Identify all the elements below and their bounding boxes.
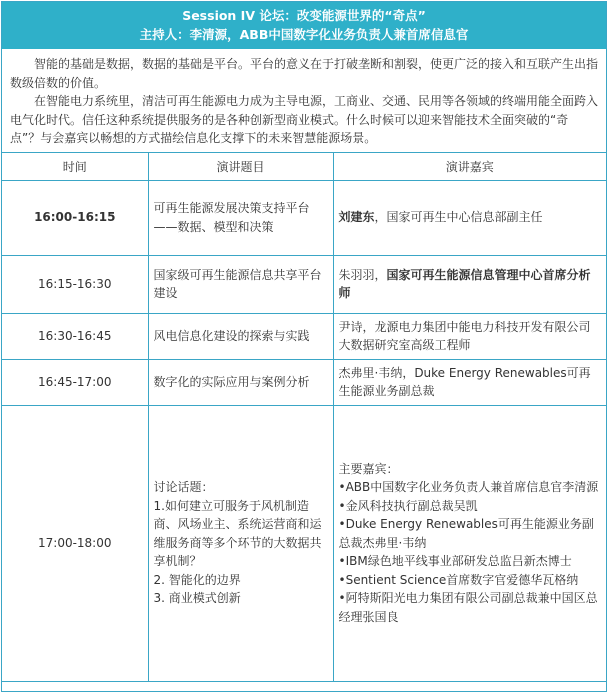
table-header-row [2, 152, 606, 180]
row-title: 数字化的实际应用与案例分析 [148, 359, 333, 405]
row-time: 16:45-17:00 [2, 359, 148, 405]
row-time: 16:30-16:45 [2, 313, 148, 359]
speaker-name: 刘建东 [338, 210, 375, 225]
row-time: 16:00-16:15 [2, 180, 148, 255]
table-row [2, 359, 606, 405]
guest-item: •Duke Energy Renewables可再生能源业务副总裁杰弗里·韦纳 [338, 517, 594, 550]
speaker-name: 朱羽羽， [338, 267, 387, 282]
intro-paragraph-2: 在智能电力系统里，清洁可再生能源电力成为主导电源，工商业、交通、民用等各领域的终端用能全面跨入电气化时代。信任这种系统提供服务的是各种创新型商业模式。什么时候可以迎来智能技术全面突破的“奇点”？与会嘉宾以畅想的方式描绘信息化支撑下的未来智慧能源场景。 [10, 94, 599, 145]
topic-item: 1.如何建立可服务于风机制造商、风场业主、系统运营商和运维服务商等多个环节的大数据共享机制？ [153, 498, 322, 569]
table-row [2, 313, 606, 359]
topics-intro: 讨论话题： [153, 480, 214, 495]
table-row [2, 255, 606, 313]
row-title: 风电信息化建设的探索与实践 [148, 313, 333, 359]
speaker-role: 国家可再生能源信息管理中心首席分析师 [338, 267, 591, 300]
speaker-role: ，国家可再生中心信息部副主任 [374, 210, 543, 225]
row-speaker [333, 255, 606, 313]
row-title: 可再生能源发展决策支持平台——数据、模型和决策 [148, 180, 333, 255]
topic-item: 2. 智能化的边界 [153, 572, 241, 587]
guests-title: 主要嘉宾： [338, 461, 399, 476]
row-speaker: 尹诗，龙源电力集团中能电力科技开发有限公司大数据研究室高级工程师 [333, 313, 606, 359]
topic-item: 3. 商业模式创新 [153, 591, 241, 606]
agenda-table [2, 152, 606, 682]
header-title: 演讲题目 [148, 152, 333, 180]
row-speaker: 杰弗里·韦纳，Duke Energy Renewables可再生能源业务副总裁 [333, 359, 606, 405]
table-row [2, 405, 606, 681]
guest-item: •ABB中国数字化业务负责人兼首席信息官李清源 [338, 480, 599, 495]
header-time: 时间 [2, 152, 148, 180]
session-host: 主持人：李清源，ABB中国数字化业务负责人兼首席信息官 [139, 27, 469, 42]
agenda-page [1, 1, 607, 692]
row-time: 17:00-18:00 [2, 405, 148, 681]
row-topics [148, 405, 333, 681]
guest-item: •阿特斯阳光电力集团有限公司副总裁兼中国区总经理张国良 [338, 591, 598, 624]
session-intro [2, 49, 606, 152]
row-title: 国家级可再生能源信息共享平台建设 [148, 255, 333, 313]
guest-item: •IBM绿色地平线事业部研发总监吕新杰博士 [338, 554, 572, 569]
session-header [2, 2, 606, 49]
row-time: 16:15-16:30 [2, 255, 148, 313]
table-row [2, 180, 606, 255]
session-title: Session IV 论坛：改变能源世界的“奇点” [182, 8, 426, 23]
row-speaker [333, 180, 606, 255]
row-guests [333, 405, 606, 681]
guest-item: •Sentient Science首席数字官爱德华瓦格纳 [338, 572, 579, 587]
guest-item: •金风科技执行副总裁吴凯 [338, 498, 478, 513]
header-speaker: 演讲嘉宾 [333, 152, 606, 180]
intro-paragraph-1: 智能的基础是数据，数据的基础是平台。平台的意义在于打破垄断和割裂，使更广泛的接入和互联产生出指数级倍数的价值。 [10, 57, 599, 90]
